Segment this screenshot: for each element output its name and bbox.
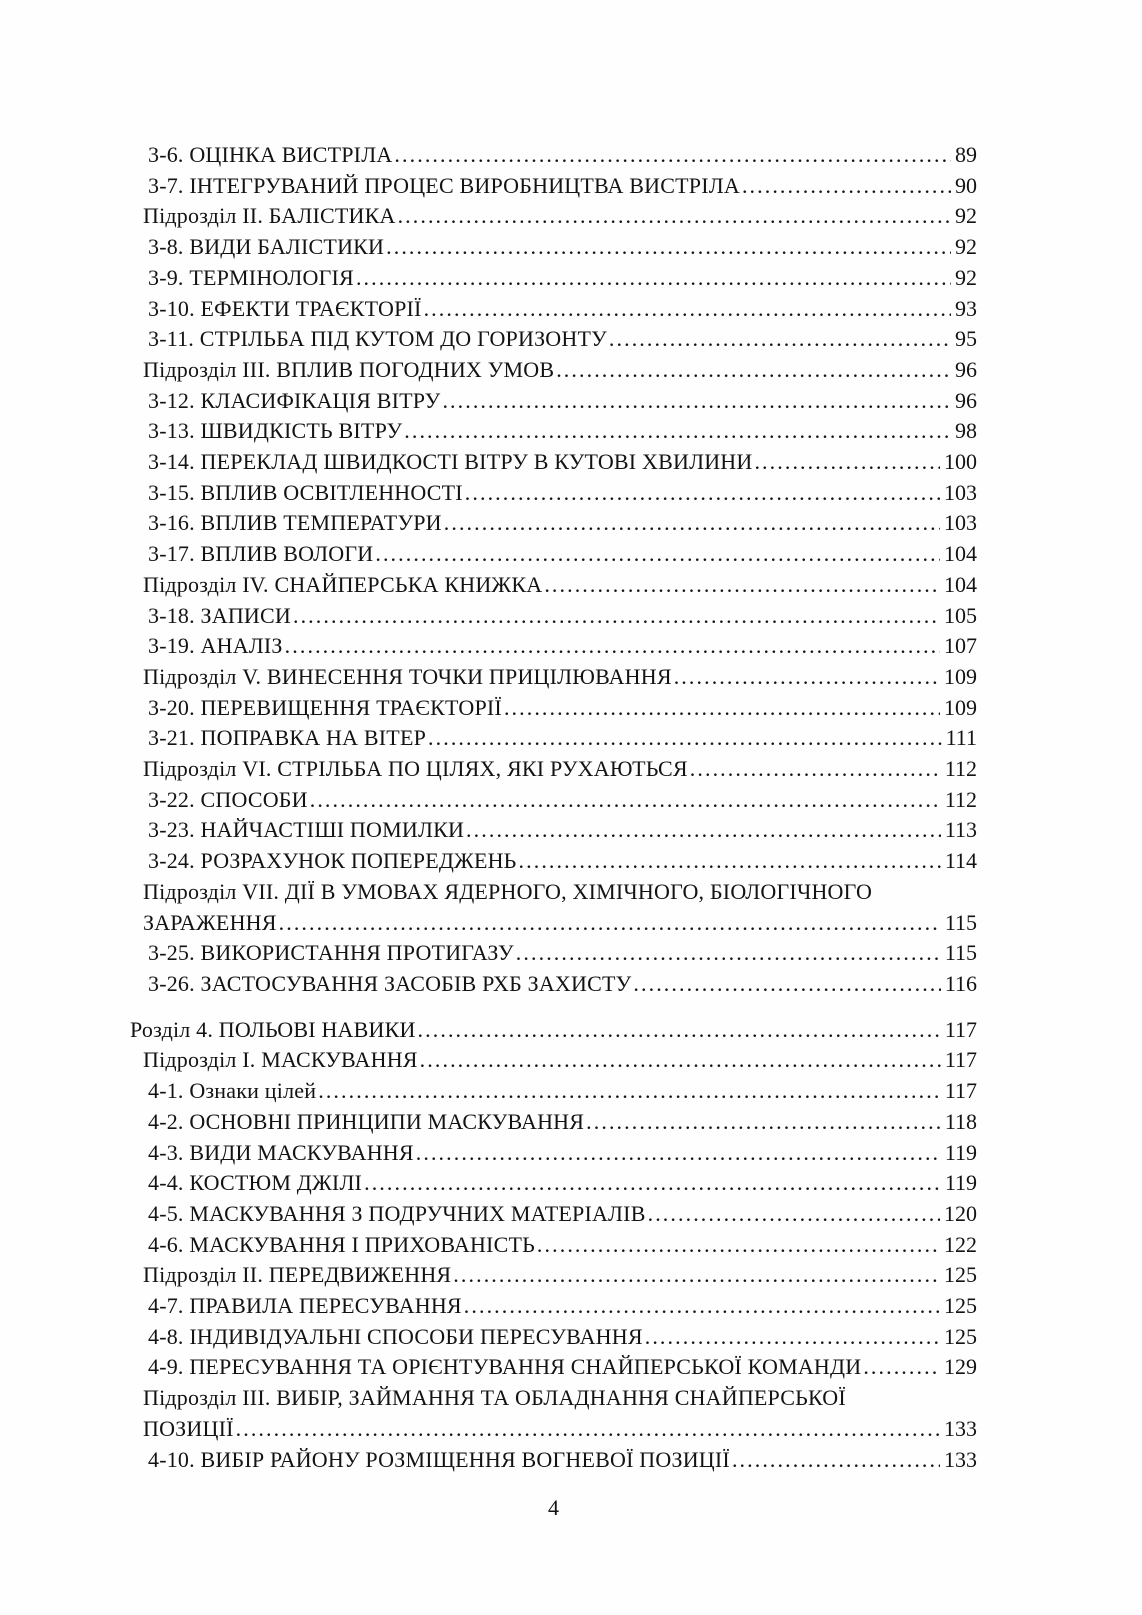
toc-page-number: 129: [944, 1354, 977, 1380]
toc-leader-dots: [279, 908, 941, 939]
toc-entry: [148, 1076, 977, 1107]
toc-entry-title: 3-10. ЕФЕКТИ ТРАЄКТОРІЇ: [148, 295, 422, 321]
toc-leader-dots: [674, 662, 940, 693]
toc-leader-dots: [690, 754, 941, 785]
toc-page-number: 105: [944, 602, 977, 628]
toc-leader-dots: [465, 478, 940, 509]
toc-leader-dots: [310, 785, 941, 816]
toc-page-number: 112: [944, 786, 977, 812]
toc-entry-title: 3-12. КЛАСИФІКАЦІЯ ВІТРУ: [148, 387, 441, 413]
toc-entry-title: 4-3. ВИДИ МАСКУВАННЯ: [148, 1139, 414, 1165]
toc-entry-title: Підрозділ VII. ДІЇ В УМОВАХ ЯДЕРНОГО, ХІМІЧНОГО, БІОЛОГІЧНОГО: [143, 878, 873, 904]
toc-leader-dots: [516, 938, 941, 969]
toc-entry: [143, 877, 977, 908]
toc-entry-title: 4-5. МАСКУВАННЯ З ПОДРУЧНИХ МАТЕРІАЛІВ: [148, 1200, 646, 1226]
toc-entry: [148, 723, 977, 754]
toc-entry: [148, 969, 977, 1000]
toc-leader-dots: [519, 846, 941, 877]
toc-entry-title: Підрозділ II. ПЕРЕДВИЖЕННЯ: [143, 1262, 452, 1288]
toc-page-number: 92: [955, 234, 977, 260]
toc-entry-title: 3-11. СТРІЛЬБА ПІД КУТОМ ДО ГОРИЗОНТУ: [148, 326, 607, 352]
toc-entry: [148, 1107, 977, 1138]
toc-entry-title: Підрозділ V. ВИНЕСЕННЯ ТОЧКИ ПРИЦІЛЮВАННЯ: [143, 663, 672, 689]
toc-leader-dots: [537, 1230, 940, 1261]
toc-entry: [148, 1168, 977, 1199]
toc-entry-title: 3-18. ЗАПИСИ: [148, 602, 291, 628]
toc-page-number: 133: [944, 1415, 977, 1441]
toc-page-number: 114: [944, 848, 977, 874]
toc-entry: [148, 785, 977, 816]
toc-page-number: 117: [944, 1016, 977, 1042]
toc-entry-title-continued: ПОЗИЦІЇ: [143, 1415, 234, 1441]
toc-leader-dots: [453, 1260, 940, 1291]
toc-entry-title: 3-20. ПЕРЕВИЩЕННЯ ТРАЄКТОРІЇ: [148, 694, 502, 720]
toc-entry: [148, 938, 977, 969]
toc-entry-title: 3-21. ПОПРАВКА НА ВІТЕР: [148, 725, 427, 751]
toc-leader-dots: [356, 263, 951, 294]
toc-entry-title: 3-26. ЗАСТОСУВАННЯ ЗАСОБІВ РХБ ЗАХИСТУ: [148, 970, 632, 996]
toc-entry-title: 3-22. СПОСОБИ: [148, 786, 308, 812]
toc-leader-dots: [732, 1445, 940, 1476]
toc-leader-dots: [444, 508, 940, 539]
toc-entry: [148, 140, 977, 171]
toc-page-number: 104: [944, 541, 977, 567]
toc-leader-dots: [556, 355, 951, 386]
toc-entry-title: Підрозділ III. ВИБІР, ЗАЙМАННЯ ТА ОБЛАДНАННЯ СНАЙПЕРСЬКОЇ: [143, 1385, 846, 1411]
toc-entry: [148, 508, 977, 539]
toc-leader-dots: [645, 1322, 940, 1353]
toc-entry: [148, 294, 977, 325]
toc-entry: [148, 447, 977, 478]
toc-page-number: 122: [944, 1231, 977, 1257]
toc-page-number: 103: [944, 479, 977, 505]
toc-entry: [148, 416, 977, 447]
toc-page-number: 133: [944, 1446, 977, 1472]
toc-entry-title: 3-19. АНАЛІЗ: [148, 633, 283, 659]
toc-page-number: 113: [944, 817, 977, 843]
toc-entry-title: 4-4. КОСТЮМ ДЖІЛІ: [148, 1170, 363, 1196]
toc-entry-title: 4-9. ПЕРЕСУВАННЯ ТА ОРІЄНТУВАННЯ СНАЙПЕРСЬКОЇ КОМАНДИ: [148, 1354, 862, 1380]
toc-leader-dots: [742, 171, 951, 202]
toc-entry: [143, 1045, 977, 1076]
toc-entry-title: 3-8. ВИДИ БАЛІСТИКИ: [148, 234, 385, 260]
toc-entry: [148, 601, 977, 632]
toc-leader-dots: [428, 723, 942, 754]
toc-leader-dots: [609, 324, 951, 355]
toc-entry: [148, 693, 977, 724]
toc-entry: [148, 1230, 977, 1261]
toc-entry: [143, 754, 977, 785]
toc-page-number: 98: [955, 418, 977, 444]
toc-entry: [143, 570, 977, 601]
toc-page-number: 100: [944, 449, 977, 475]
toc-leader-dots: [404, 416, 951, 447]
page-number-footer: 4: [548, 1495, 559, 1520]
toc-leader-dots: [442, 386, 951, 417]
toc-entry-title: 3-14. ПЕРЕКЛАД ШВИДКОСТІ ВІТРУ В КУТОВІ ХВИЛИНИ: [148, 449, 753, 475]
toc-entry: [148, 631, 977, 662]
toc-page-number: 95: [955, 326, 977, 352]
toc-leader-dots: [285, 631, 940, 662]
toc-entry-title: 3-15. ВПЛИВ ОСВІТЛЕННОСТІ: [148, 479, 463, 505]
toc-leader-dots: [364, 1168, 941, 1199]
toc-leader-dots: [424, 294, 951, 325]
toc-page-number: 90: [955, 172, 977, 198]
toc-page-number: 92: [955, 203, 977, 229]
toc-page-number: 116: [944, 970, 977, 996]
toc-page-number: 120: [944, 1200, 977, 1226]
toc-page-number: 93: [955, 295, 977, 321]
toc-entry: [143, 201, 977, 232]
toc-entry: [148, 846, 977, 877]
toc-entry: [148, 171, 977, 202]
toc-page-number: 125: [944, 1323, 977, 1349]
toc-entry: [148, 478, 977, 509]
toc-entry: [143, 1260, 977, 1291]
toc-page-number: 112: [944, 756, 977, 782]
toc-leader-dots: [420, 1045, 941, 1076]
toc-entry: [148, 1291, 977, 1322]
toc-entry: [143, 355, 977, 386]
toc-leader-dots: [293, 601, 940, 632]
toc-entry-title: Підрозділ II. БАЛІСТИКА: [143, 203, 396, 229]
toc-entry-title: Підрозділ I. МАСКУВАННЯ: [143, 1047, 418, 1073]
toc-entry-title: 3-6. ОЦІНКА ВИСТРІЛА: [148, 142, 393, 167]
toc-entry-title: 3-13. ШВИДКІСТЬ ВІТРУ: [148, 418, 403, 444]
toc-leader-dots: [375, 539, 940, 570]
toc-entry-title: 4-2. ОСНОВНІ ПРИНЦИПИ МАСКУВАННЯ: [148, 1108, 585, 1134]
toc-entry-title: 3-9. ТЕРМІНОЛОГІЯ: [148, 264, 354, 290]
toc-leader-dots: [586, 1107, 941, 1138]
toc-entry-title: 4-8. ІНДИВІДУАЛЬНІ СПОСОБИ ПЕРЕСУВАННЯ: [148, 1323, 643, 1349]
toc-page-number: 118: [944, 1108, 977, 1134]
toc-entry: [143, 908, 977, 939]
toc-page-number: 96: [955, 356, 977, 382]
toc-page-number: 104: [944, 571, 977, 597]
toc-leader-dots: [318, 1076, 941, 1107]
toc-leader-dots: [544, 570, 940, 601]
toc-entry-title: 4-7. ПРАВИЛА ПЕРЕСУВАННЯ: [148, 1293, 462, 1319]
toc-entry-title: Підрозділ IV. СНАЙПЕРСЬКА КНИЖКА: [143, 571, 543, 597]
toc-entry-title: 3-7. ІНТЕГРУВАНИЙ ПРОЦЕС ВИРОБНИЦТВА ВИСТРІЛА: [148, 172, 740, 198]
toc-leader-dots: [386, 232, 951, 263]
toc-leader-dots: [464, 1291, 940, 1322]
toc-page-number: 119: [944, 1139, 977, 1165]
toc-entry: [148, 386, 977, 417]
toc-page-number: 111: [945, 725, 977, 751]
toc-page-number: 117: [944, 1047, 977, 1073]
toc-page-number: 119: [944, 1170, 977, 1196]
toc-entry: [148, 815, 977, 846]
toc-entry-title: 3-25. ВИКОРИСТАННЯ ПРОТИГАЗУ: [148, 940, 514, 966]
toc-page-number: 107: [944, 633, 977, 659]
toc-leader-dots: [394, 140, 951, 171]
table-of-contents: [130, 140, 977, 1475]
toc-entry-title: 3-23. НАЙЧАСТІШІ ПОМИЛКИ: [148, 817, 465, 843]
toc-leader-dots: [504, 693, 940, 724]
toc-entry: [148, 1445, 977, 1476]
toc-leader-dots: [236, 1414, 940, 1445]
toc-entry: [148, 324, 977, 355]
toc-leader-dots: [863, 1352, 940, 1383]
toc-entry: [148, 263, 977, 294]
toc-leader-dots: [466, 815, 941, 846]
toc-entry: [148, 1322, 977, 1353]
toc-page-number: 109: [944, 694, 977, 720]
toc-leader-dots: [648, 1199, 940, 1230]
toc-entry: [148, 1199, 977, 1230]
toc-page-number: 89: [955, 142, 977, 167]
toc-page-number: 117: [944, 1078, 977, 1104]
toc-entry-title-continued: ЗАРАЖЕННЯ: [143, 909, 277, 935]
toc-entry-title: 4-1. Ознаки цілей: [148, 1078, 317, 1104]
toc-entry: [143, 1414, 977, 1445]
toc-entry-title: Підрозділ VI. СТРІЛЬБА ПО ЦІЛЯХ, ЯКІ РУХАЮТЬСЯ: [143, 756, 688, 782]
toc-leader-dots: [398, 201, 951, 232]
toc-page-number: 125: [944, 1262, 977, 1288]
toc-page-number: 103: [944, 510, 977, 536]
toc-entry: [148, 1138, 977, 1169]
toc-page-number: 115: [944, 940, 977, 966]
toc-entry-title: 3-24. РОЗРАХУНОК ПОПЕРЕДЖЕНЬ: [148, 848, 517, 874]
toc-entry: [148, 539, 977, 570]
toc-page-number: 109: [944, 663, 977, 689]
toc-leader-dots: [418, 1015, 941, 1046]
toc-entry: [143, 662, 977, 693]
toc-entry: [130, 1015, 977, 1046]
toc-entry-title: 3-16. ВПЛИВ ТЕМПЕРАТУРИ: [148, 510, 442, 536]
toc-entry: [148, 232, 977, 263]
toc-page-number: 96: [955, 387, 977, 413]
toc-leader-dots: [416, 1138, 941, 1169]
toc-entry-title: 4-6. МАСКУВАННЯ І ПРИХОВАНІСТЬ: [148, 1231, 535, 1257]
toc-leader-dots: [633, 969, 940, 1000]
toc-page-number: 125: [944, 1293, 977, 1319]
toc-entry-title: Розділ 4. ПОЛЬОВІ НАВИКИ: [130, 1016, 416, 1042]
toc-entry: [148, 1352, 977, 1383]
toc-entry: [143, 1383, 977, 1414]
toc-page-number: 115: [944, 909, 977, 935]
toc-entry-title: 4-10. ВИБІР РАЙОНУ РОЗМІЩЕННЯ ВОГНЕВОЇ ПОЗИЦІЇ: [148, 1446, 730, 1472]
toc-leader-dots: [754, 447, 940, 478]
toc-entry-title: 3-17. ВПЛИВ ВОЛОГИ: [148, 541, 374, 567]
toc-page-number: 92: [955, 264, 977, 290]
toc-entry-title: Підрозділ III. ВПЛИВ ПОГОДНИХ УМОВ: [143, 356, 555, 382]
